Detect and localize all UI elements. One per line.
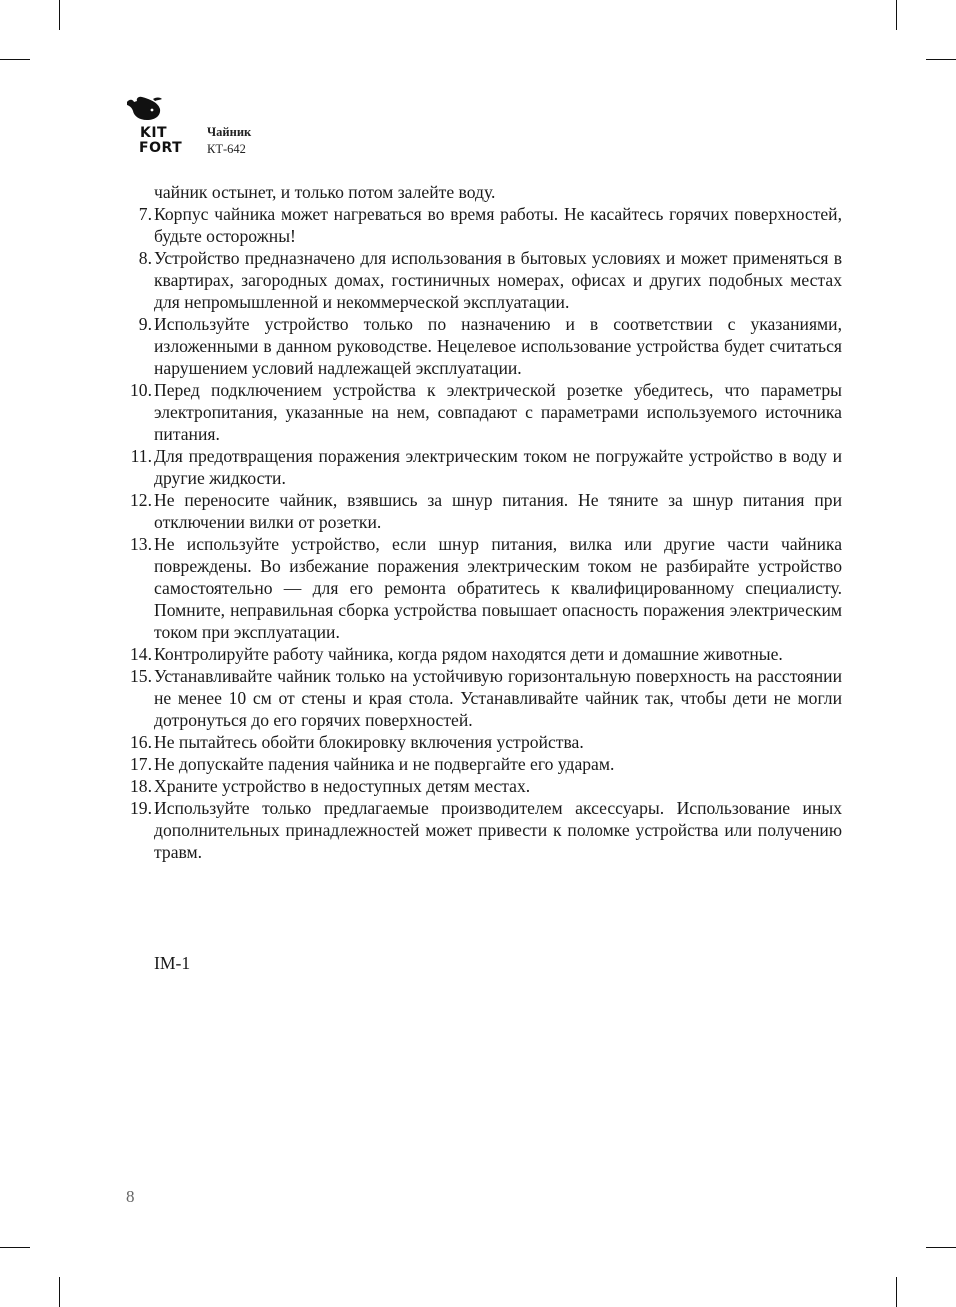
list-item (116, 533, 842, 643)
crop-mark (59, 1277, 60, 1307)
item-text: Устройство предназначено для использования в бытовых условиях и может применяться в квартирах, загородных домах, гостиничных номерах, офисах и других подобных местах для непромышленной и некоммерческой эксплуатации. (154, 248, 842, 312)
continuation-text: чайник остынет, и только потом залейте воду. (154, 182, 496, 202)
list-item (116, 797, 842, 863)
crop-mark (0, 1247, 30, 1248)
item-number: 19. (130, 798, 152, 818)
list-item (116, 731, 842, 753)
crop-mark (896, 1277, 897, 1307)
item-number: 8. (138, 248, 152, 268)
product-model: КТ-642 (207, 142, 246, 156)
item-text: Храните устройство в недоступных детям местах. (154, 776, 531, 796)
list-item (116, 643, 842, 665)
crop-mark (926, 1247, 956, 1248)
item-text: Для предотвращения поражения электрическим током не погружайте устройство в воду и другие жидкости. (154, 446, 842, 488)
product-name: Чайник (207, 125, 252, 139)
item-text: Корпус чайника может нагреваться во время работы. Не касайтесь горячих поверхностей, будьте осторожны! (154, 204, 842, 246)
item-text: Контролируйте работу чайника, когда рядом находятся дети и домашние животные. (154, 644, 783, 664)
item-text: Используйте только предлагаемые производителем аксессуары. Использование иных дополнительных принадлежностей может привести к поломке устройства или получению травм. (154, 798, 842, 862)
item-text: Не переносите чайник, взявшись за шнур питания. Не тяните за шнур питания при отключении вилки от розетки. (154, 490, 842, 532)
item-number: 17. (130, 754, 152, 774)
list-item (116, 753, 842, 775)
list-item (116, 489, 842, 533)
item-text: Устанавливайте чайник только на устойчивую горизонтальную поверхность на расстоянии не менее 10 см от стены и края стола. Устанавливайте чайник так, чтобы дети не могли дотронуться до его горячих поверхностей. (154, 666, 842, 730)
item-number: 9. (138, 314, 152, 334)
item-number: 12. (130, 490, 152, 510)
list-item (116, 203, 842, 247)
item-number: 14. (130, 644, 152, 664)
crop-mark (59, 0, 60, 30)
crop-mark (0, 59, 30, 60)
list-item (116, 665, 842, 731)
item-number: 18. (130, 776, 152, 796)
item-number: 16. (130, 732, 152, 752)
item-number: 10. (130, 380, 152, 400)
item-number: 15. (130, 666, 152, 686)
item-number: 7. (138, 204, 152, 224)
instruction-list (116, 181, 842, 863)
item-number: 11. (130, 446, 152, 466)
brand-name-line1: KIT (140, 125, 168, 141)
list-item (116, 445, 842, 489)
whale-icon (125, 96, 165, 122)
list-item (116, 379, 842, 445)
crop-mark (896, 0, 897, 30)
page-number: 8 (126, 1187, 135, 1206)
list-item (116, 775, 842, 797)
list-item (116, 313, 842, 379)
im-code: IM-1 (154, 953, 191, 973)
brand-name-line2: FORT (139, 140, 183, 156)
item-text: Не допускайте падения чайника и не подвергайте его ударам. (154, 754, 615, 774)
item-text: Не пытайтесь обойти блокировку включения устройства. (154, 732, 584, 752)
item-text: Перед подключением устройства к электрической розетке убедитесь, что параметры электропитания, указанные на нем, совпадают с параметрами используемого источника питания. (154, 380, 842, 444)
crop-mark (926, 59, 956, 60)
item-text: Используйте устройство только по назначению и в соответствии с указаниями, изложенными в данном руководстве. Нецелевое использование устройства будет считаться нарушением условий надлежащей эксплуатации. (154, 314, 842, 378)
list-item (116, 247, 842, 313)
item-text: Не используйте устройство, если шнур питания, вилка или другие части чайника повреждены. Во избежание поражения электрическим током не разбирайте устройство самостоятельно — для его ремонта обратитесь к квалифицированному специалисту. Помните, неправильная сборка устройства повышает опасность поражения электрическим током при эксплуатации. (154, 534, 842, 642)
item-number: 13. (130, 534, 152, 554)
